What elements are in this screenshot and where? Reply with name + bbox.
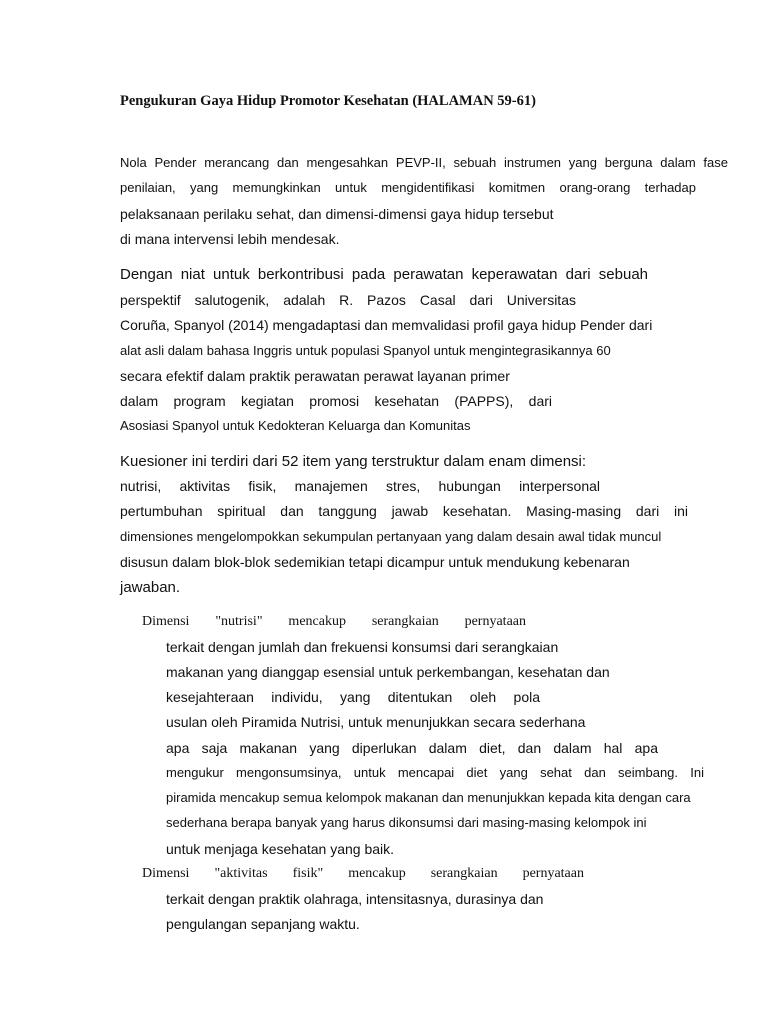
dim1-line-5: apa saja makanan yang diperlukan dalam diet, dan dalam hal apa [166,740,658,756]
dim1-line-4: usulan oleh Piramida Nutrisi, untuk menunjukkan secara sederhana [166,714,586,730]
para2-line-7: Asosiasi Spanyol untuk Kedokteran Keluarga dan Komunitas [120,418,471,433]
para3-line-4: dimensiones mengelompokkan sekumpulan pertanyaan yang dalam desain awal tidak muncul [120,529,662,544]
dim1-line-9: untuk menjaga kesehatan yang baik. [166,841,395,857]
para1-line-2: penilaian, yang memungkinkan untuk mengidentifikasi komitmen orang-orang terhadap [120,180,696,195]
para1-line-3: pelaksanaan perilaku sehat, dan dimensi-dimensi gaya hidup tersebut [120,206,554,222]
para2-line-6: dalam program kegiatan promosi kesehatan (PAPPS), dari [120,393,552,409]
dim1-line-1: terkait dengan jumlah dan frekuensi konsumsi dari serangkaian [166,639,559,655]
dim1-line-3: kesejahteraan individu, yang ditentukan oleh pola [166,689,540,705]
dim1-line-6: mengukur mengonsumsinya, untuk mencapai diet yang sehat dan seimbang. Ini [166,765,704,780]
dim1-heading: Dimensi "nutrisi" mencakup serangkaian pernyataan [142,614,526,629]
para2-line-4: alat asli dalam bahasa Inggris untuk populasi Spanyol untuk mengintegrasikannya 60 [120,343,611,358]
para1-line-4: di mana intervensi lebih mendesak. [120,231,340,247]
dim2-line-1: terkait dengan praktik olahraga, intensitasnya, durasinya dan [166,891,544,907]
dim2-heading: Dimensi "aktivitas fisik" mencakup serangkaian pernyataan [142,866,584,881]
para2-line-5: secara efektif dalam praktik perawatan perawat layanan primer [120,368,510,384]
para2-line-3: Coruña, Spanyol (2014) mengadaptasi dan memvalidasi profil gaya hidup Pender dari [120,317,653,333]
para1-line-1: Nola Pender merancang dan mengesahkan PEVP-II, sebuah instrumen yang berguna dalam fase [120,155,728,170]
dim1-line-7: piramida mencakup semua kelompok makanan dan menunjukkan kepada kita dengan cara [166,790,691,805]
para3-line-3: pertumbuhan spiritual dan tanggung jawab kesehatan. Masing-masing dari ini [120,503,688,519]
para3-line-5: disusun dalam blok-blok sedemikian tetapi dicampur untuk mendukung kebenaran [120,554,630,570]
dim2-line-2: pengulangan sepanjang waktu. [166,916,360,932]
para3-line-2: nutrisi, aktivitas fisik, manajemen stres, hubungan interpersonal [120,478,600,494]
para2-line-1: Dengan niat untuk berkontribusi pada perawatan keperawatan dari sebuah [120,266,648,283]
dim1-line-8: sederhana berapa banyak yang harus dikonsumsi dari masing-masing kelompok ini [166,815,647,830]
dim1-line-2: makanan yang dianggap esensial untuk perkembangan, kesehatan dan [166,664,610,680]
para3-line-6: jawaban. [120,579,181,596]
page-title: Pengukuran Gaya Hidup Promotor Kesehatan (HALAMAN 59-61) [120,93,536,109]
para2-line-2: perspektif salutogenik, adalah R. Pazos Casal dari Universitas [120,292,576,308]
para3-line-1: Kuesioner ini terdiri dari 52 item yang terstruktur dalam enam dimensi: [120,453,587,470]
